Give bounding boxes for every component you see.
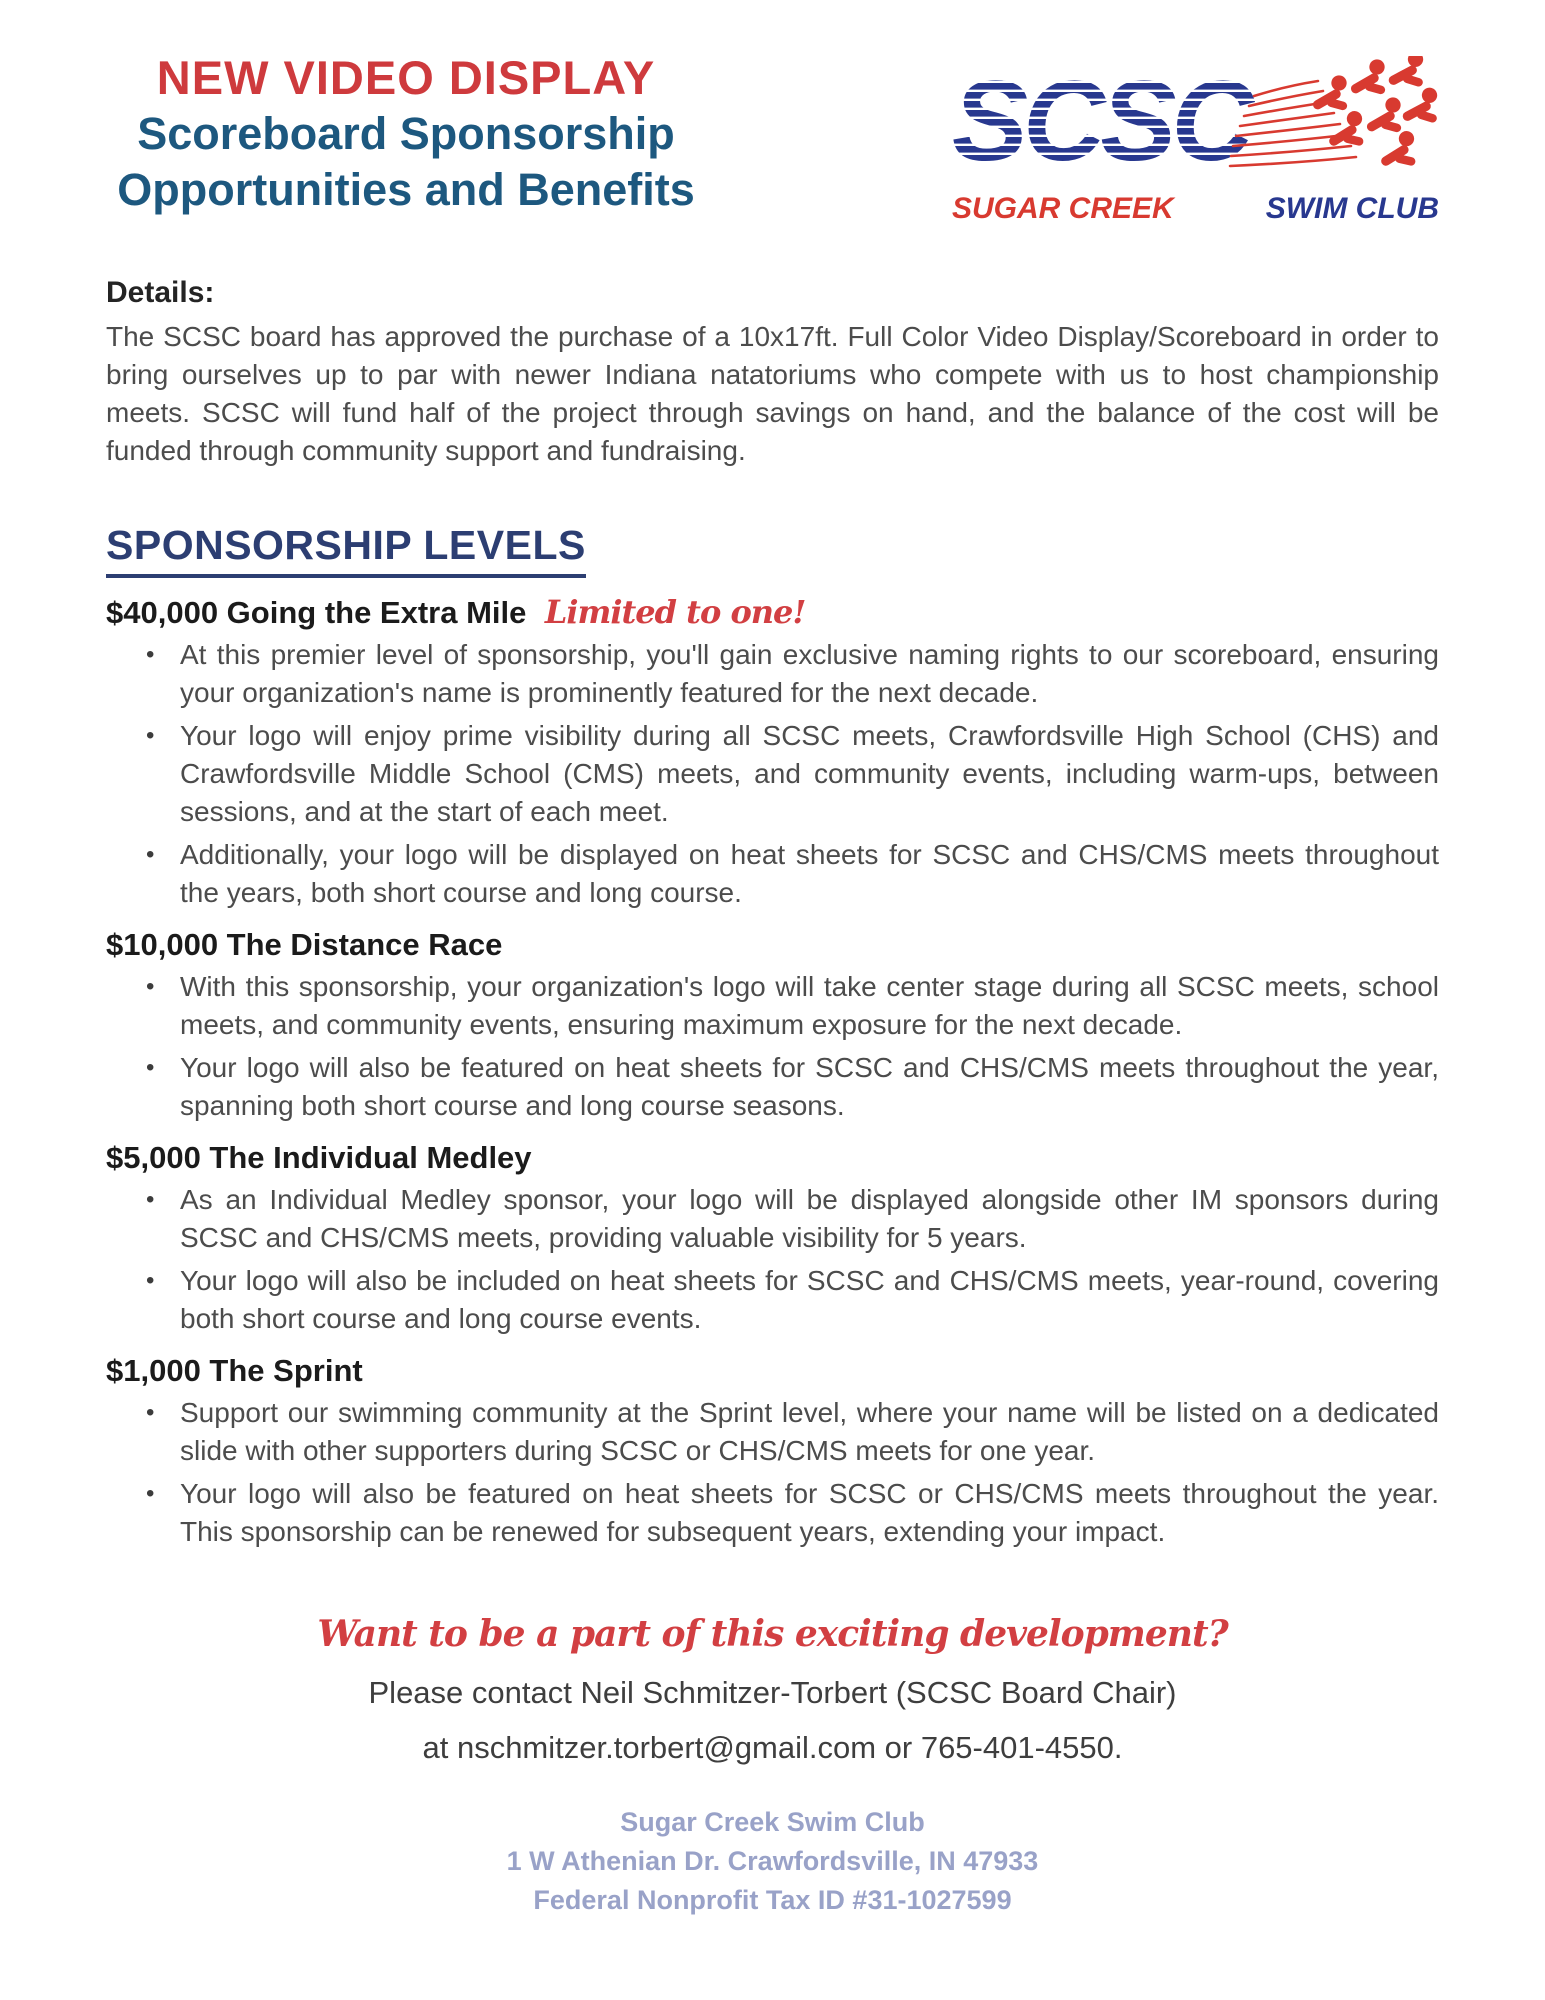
- details-body: The SCSC board has approved the purchase of a 10x17ft. Full Color Video Display/Scoreboard in order to bring ourselves up to par with newer Indiana natatoriums who compete with us to host championship meets. SCSC will fund half of the project through savings on hand, and the balance of the cost will be funded through community support and fundraising.: [106, 321, 1439, 466]
- sponsorship-level-1000: [106, 1353, 1439, 1551]
- page-title-line-2: Scoreboard Sponsorship: [137, 108, 675, 159]
- level-title: $10,000 The Distance Race: [106, 927, 503, 962]
- bullet-dot-icon: •: [146, 841, 155, 868]
- sponsorship-levels-heading: SPONSORSHIP LEVELS: [106, 522, 586, 578]
- bullet-dot-icon: •: [146, 973, 155, 1000]
- bullet-text: As an Individual Medley sponsor, your logo will be displayed alongside other IM sponsors during SCSC and CHS/CMS meets, providing valuable visibility for 5 years.: [180, 1184, 1439, 1253]
- bullet-text: Your logo will enjoy prime visibility during all SCSC meets, Crawfordsville High School (CHS) and Crawfordsville Middle School (CMS) meets, and community events, including warm-ups, between sessions, and at the start of each meet.: [180, 720, 1439, 827]
- level-bullets: [106, 636, 1439, 912]
- bullet-item: [106, 1394, 1439, 1470]
- page-title-line-1: NEW VIDEO DISPLAY: [156, 51, 656, 104]
- logo-tagline-swim-club: SWIM CLUB: [1265, 192, 1439, 225]
- bullet-item: [106, 1262, 1439, 1338]
- scsc-logo: [952, 44, 1439, 226]
- contact-cta: Want to be a part of this exciting development?: [317, 1613, 1228, 1655]
- logo-acronym-text: SCSC: [952, 58, 1249, 185]
- level-title-row: [106, 1140, 1439, 1176]
- bullet-item: [106, 1475, 1439, 1551]
- title-block: [106, 44, 706, 218]
- bullet-text: Your logo will also be included on heat sheets for SCSC and CHS/CMS meets, year-round, covering both short course and long course events.: [180, 1265, 1439, 1334]
- bullet-dot-icon: •: [146, 1186, 155, 1213]
- scsc-logo-graphic: [952, 56, 1439, 188]
- sponsorship-level-40000: [106, 593, 1439, 912]
- contact-section: [106, 1613, 1439, 1775]
- sponsorship-section: [106, 470, 1439, 1551]
- level-bullets: [106, 1394, 1439, 1551]
- bullet-item: [106, 1181, 1439, 1257]
- bullet-text: Support our swimming community at the Sprint level, where your name will be listed on a dedicated slide with other supporters during SCSC or CHS/CMS meets for one year.: [180, 1397, 1439, 1466]
- bullet-text: Additionally, your logo will be displayed on heat sheets for SCSC and CHS/CMS meets throughout the years, both short course and long course.: [180, 839, 1439, 908]
- level-title-row: [106, 927, 1439, 963]
- level-bullets: [106, 968, 1439, 1125]
- contact-line-1: Please contact Neil Schmitzer-Torbert (SCSC Board Chair): [368, 1675, 1177, 1710]
- bullet-item: [106, 1049, 1439, 1125]
- bullet-dot-icon: •: [146, 722, 155, 749]
- details-heading: Details:: [106, 276, 215, 309]
- footer-address: 1 W Athenian Dr. Crawfordsville, IN 47933: [506, 1846, 1039, 1876]
- bullet-dot-icon: •: [146, 1054, 155, 1081]
- logo-tagline-sugar-creek: SUGAR CREEK: [952, 192, 1174, 225]
- bullet-text: At this premier level of sponsorship, you'll gain exclusive naming rights to our scoreboard, ensuring your organization's name is prominently featured for the next decade.: [180, 639, 1439, 708]
- footer: [106, 1803, 1439, 1920]
- level-title-row: [106, 1353, 1439, 1389]
- bullet-text: Your logo will also be featured on heat sheets for SCSC and CHS/CMS meets throughout the year, spanning both short course and long course seasons.: [180, 1052, 1439, 1121]
- level-title: $1,000 The Sprint: [106, 1353, 363, 1388]
- level-title: $5,000 The Individual Medley: [106, 1140, 532, 1175]
- swimmers-icon: [1306, 56, 1439, 180]
- footer-club-name: Sugar Creek Swim Club: [620, 1807, 925, 1837]
- bullet-item: [106, 636, 1439, 712]
- bullet-item: [106, 717, 1439, 831]
- bullet-dot-icon: •: [146, 641, 155, 668]
- sponsorship-level-5000: [106, 1140, 1439, 1338]
- bullet-item: [106, 836, 1439, 912]
- page-title-line-3: Opportunities and Benefits: [117, 164, 695, 215]
- contact-line-2: at nschmitzer.torbert@gmail.com or 765-401-4550.: [422, 1730, 1123, 1765]
- level-bullets: [106, 1181, 1439, 1338]
- logo-tagline: [952, 192, 1439, 226]
- details-section: [106, 276, 1439, 470]
- sponsorship-level-10000: [106, 927, 1439, 1125]
- level-title: $40,000 Going the Extra Mile: [106, 595, 527, 630]
- bullet-dot-icon: •: [146, 1399, 155, 1426]
- level-limited-note: Limited to one!: [544, 593, 806, 631]
- header: [106, 44, 1439, 226]
- bullet-dot-icon: •: [146, 1480, 155, 1507]
- bullet-text: Your logo will also be featured on heat sheets for SCSC or CHS/CMS meets throughout the year. This sponsorship can be renewed for subsequent years, extending your impact.: [180, 1478, 1439, 1547]
- bullet-dot-icon: •: [146, 1267, 155, 1294]
- bullet-item: [106, 968, 1439, 1044]
- footer-tax-id: Federal Nonprofit Tax ID #31-1027599: [533, 1885, 1012, 1915]
- level-title-row: [106, 593, 1439, 631]
- bullet-text: With this sponsorship, your organization's logo will take center stage during all SCSC meets, school meets, and community events, ensuring maximum exposure for the next decade.: [180, 971, 1439, 1040]
